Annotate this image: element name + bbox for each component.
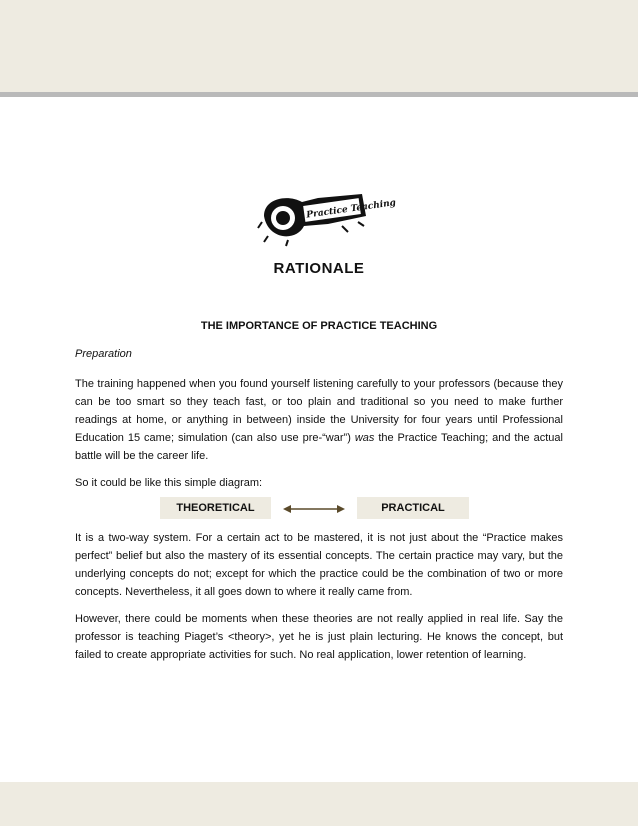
section-label: Preparation: [75, 348, 132, 360]
practice-teaching-logo: [258, 186, 397, 250]
footer-band: [0, 782, 638, 826]
paragraph-theories: However, there could be moments when these theories are not really applied in real life. Say the professor is teaching Piaget’s <theory>, yet he is just plain lecturing. He knows the concept, but failed to create appropriate activities for such. No real application, lower retention of learning.: [75, 613, 563, 661]
double-arrow-icon: [283, 502, 345, 514]
section-title: THE IMPORTANCE OF PRACTICE TEACHING: [200, 320, 438, 332]
header-rule: [0, 92, 638, 97]
theoretical-box: THEORETICAL: [160, 497, 271, 519]
page-heading: RATIONALE: [273, 260, 365, 277]
practical-box: PRACTICAL: [357, 497, 469, 519]
paragraph-two-way: It is a two-way system. For a certain act to be mastered, it is not just about the “Practice makes perfect” belief but also the mastery of its essential concepts. The certain practice may vary, but the underlying concepts do not; except for which the practice could be the combination of two or more concepts. Nevertheless, it all goes down to where it really came from.: [75, 532, 563, 598]
header-band: [0, 0, 638, 92]
paragraph-diagram-intro: So it could be like this simple diagram:: [75, 477, 263, 489]
svg-text:Practice Teaching: Practice Teaching: [305, 198, 397, 221]
paragraph-training: The training happened when you found yourself listening carefully to your professors (because they can be too smart so they teach fast, or too plain and traditional so you need to make further readings at home, or anything in between) inside the University for four years until Professional Education 15 came; simulation (can also use pre-“war”) was the Practice Teaching; and the actual battle will be the career life.: [75, 378, 563, 462]
